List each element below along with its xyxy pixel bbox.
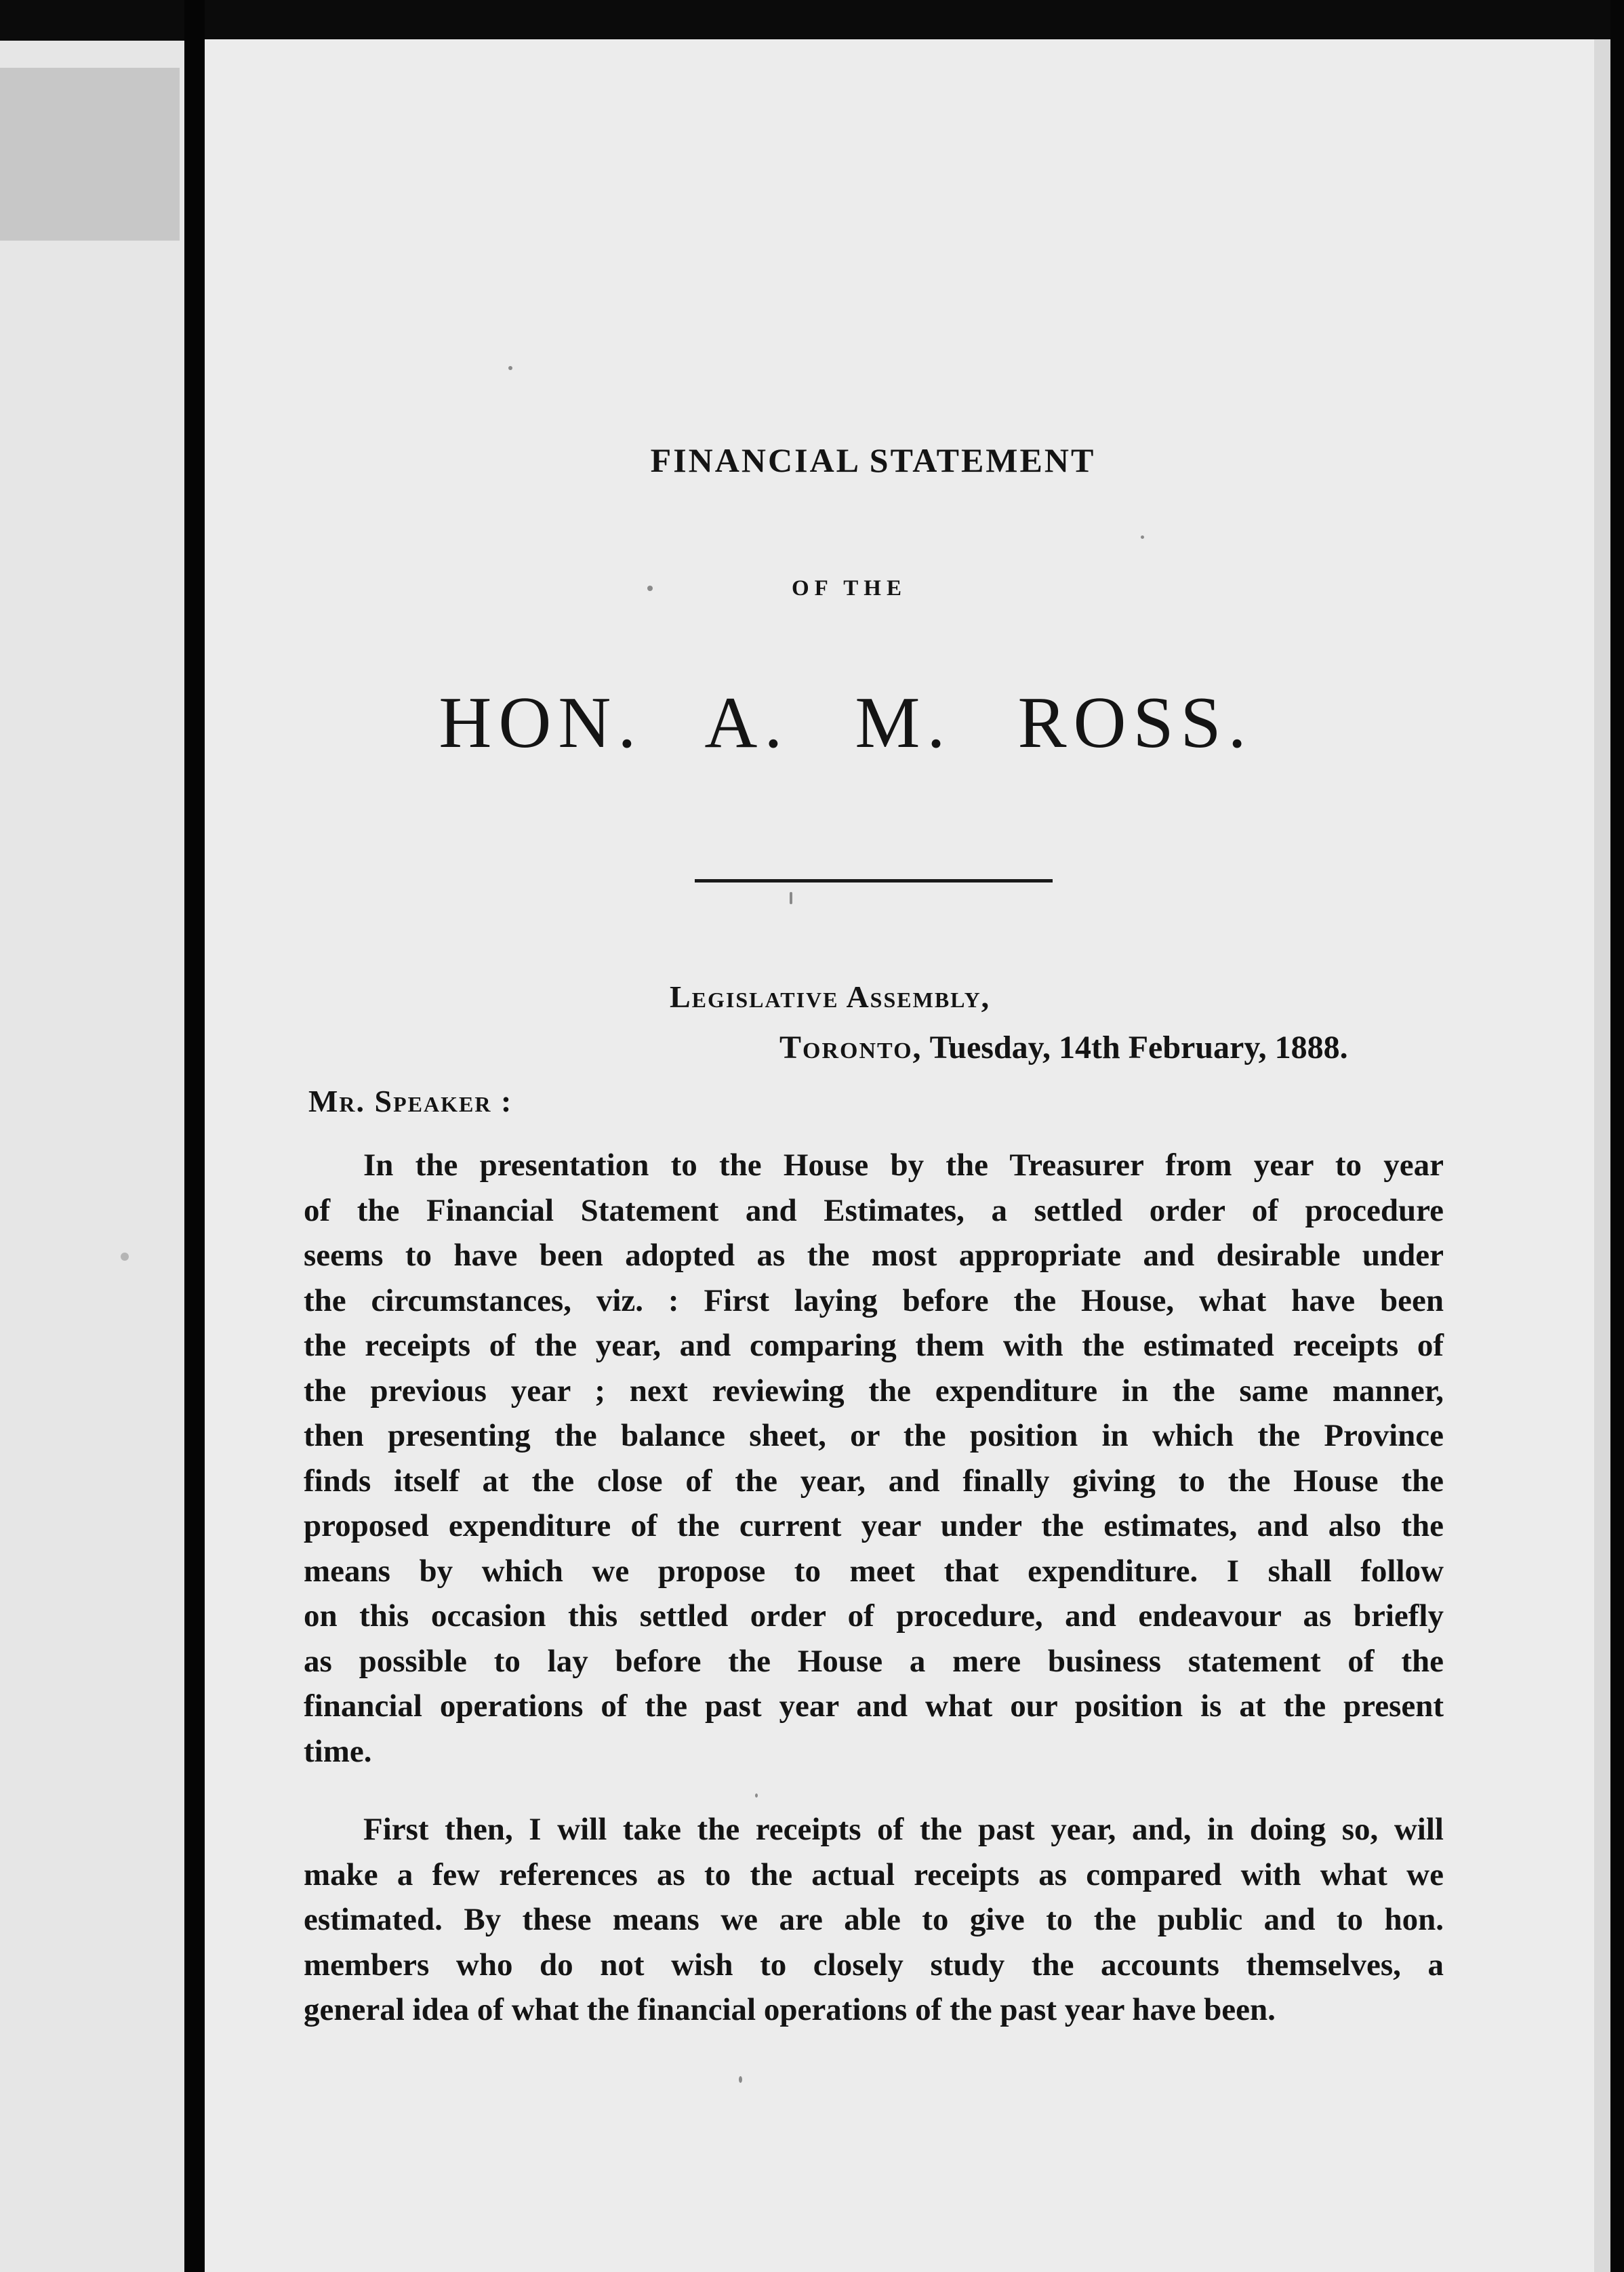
paragraph-line: general idea of what the financial operations of the past year have been. (304, 1992, 1276, 2027)
title-rule (695, 879, 1053, 883)
paragraph-line: the previous year ; next reviewing the expenditure in the same manner, (304, 1373, 1444, 1408)
scan-border (1610, 0, 1624, 2272)
paragraph-line: means by which we propose to meet that expenditure. I shall follow (304, 1553, 1444, 1589)
paragraph-line: estimated. By these means we are able to give to the public and to hon. (304, 1902, 1444, 1937)
paragraph-line: In the presentation to the House by the Treasurer from year to year (363, 1148, 1444, 1183)
paragraph-line: make a few references as to the actual receipts as compared with what we (304, 1857, 1444, 1892)
dateline-day: Tuesday, 14th February, 1888. (929, 1030, 1348, 1066)
paragraph-line: on this occasion this settled order of procedure, and endeavour as briefly (304, 1598, 1444, 1634)
scan-speck (739, 2076, 742, 2083)
dateline-city: Toronto, (779, 1030, 922, 1066)
scan-speck (647, 586, 653, 591)
paragraph-line: financial operations of the past year and what our position is at the present (304, 1688, 1444, 1724)
paragraph-line: time. (304, 1733, 372, 1769)
dateline-date (779, 1029, 1348, 1066)
paragraph-1 (304, 1143, 1444, 1774)
salutation: Mr. Speaker : (308, 1084, 513, 1118)
paragraph-line: as possible to lay before the House a mere business statement of the (304, 1643, 1444, 1679)
paragraph-line: then presenting the balance sheet, or the position in which the Province (304, 1418, 1444, 1453)
paragraph-line: the receipts of the year, and comparing them with the estimated receipts of (304, 1328, 1444, 1363)
paragraph-line: proposed expenditure of the current year under the estimates, and also the (304, 1508, 1444, 1543)
paragraph-line: First then, I will take the receipts of the past year, and, in doing so, will (363, 1812, 1444, 1847)
paragraph-line: members who do not wish to closely study the accounts themselves, a (304, 1947, 1444, 1983)
scan-speck (1141, 535, 1144, 539)
facing-page-shade (0, 68, 180, 241)
book-gutter (184, 0, 205, 2272)
facing-page-edge (0, 41, 184, 2272)
paragraph-line: the circumstances, viz. : First laying before the House, what have been (304, 1282, 1444, 1318)
scan-speck (121, 1253, 129, 1261)
scan-speck (508, 366, 512, 370)
paragraph-2 (304, 1807, 1444, 2033)
paragraph-line: finds itself at the close of the year, and finally giving to the House the (304, 1463, 1444, 1499)
paragraph-line: of the Financial Statement and Estimates, a settled order of procedure (304, 1192, 1444, 1228)
title-name: HON. A. M. ROSS. (439, 683, 1253, 763)
page-right-edge (1594, 39, 1610, 2272)
title-of-the: OF THE (792, 576, 907, 601)
dateline-assembly: Legislative Assembly, (670, 979, 991, 1014)
paragraph-line: seems to have been adopted as the most appropriate and desirable under (304, 1238, 1444, 1273)
scan-speck (755, 1793, 758, 1798)
title-financial-statement: FINANCIAL STATEMENT (650, 441, 1096, 479)
scan-speck (790, 892, 792, 904)
